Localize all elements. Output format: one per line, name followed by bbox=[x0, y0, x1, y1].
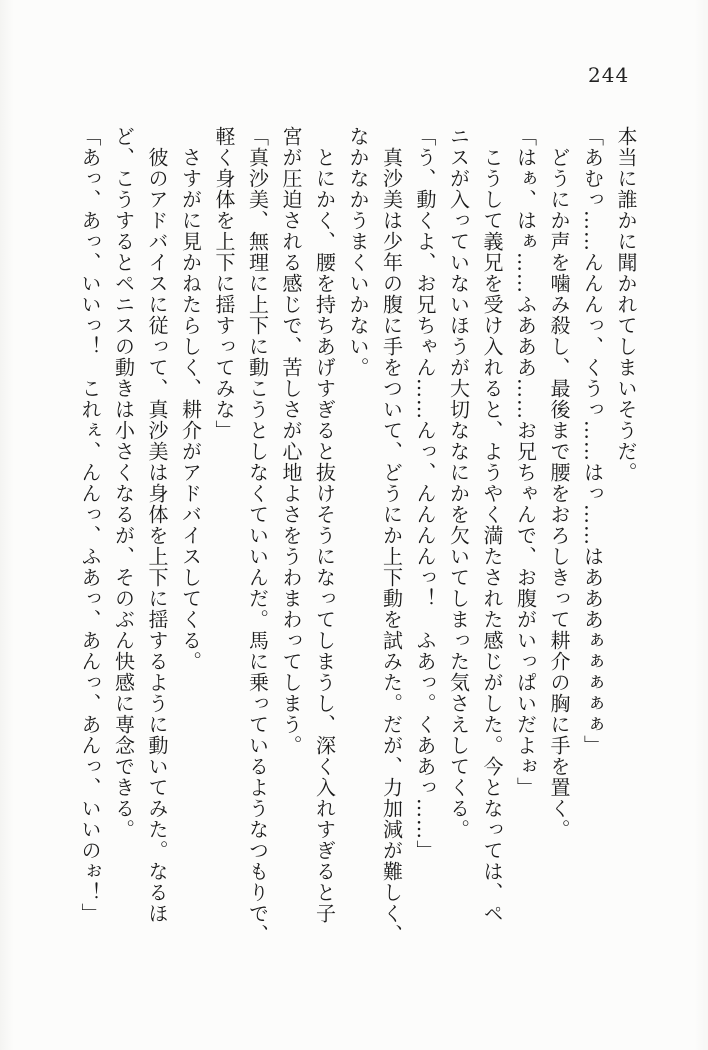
text-line: 宮が圧迫される感じで、苦しさが心地よさをうわまわってしまう。 bbox=[279, 126, 303, 756]
text-line: どうにか声を噛み殺し、最後まで腰をおろしきって耕介の胸に手を置く。 bbox=[547, 147, 571, 840]
text-line: さすがに見かねたらしく、耕介がアドバイスしてくる。 bbox=[178, 147, 203, 672]
text-line: とにかく、腰を持ちあげすぎると抜けそうになってしまうし、深く入れすぎると子 bbox=[312, 147, 337, 924]
page-number: 244 bbox=[588, 63, 630, 87]
text-line: 「真沙美、無理に上下に動こうとしなくていいんだ。馬に乗っているようなつもりで、 bbox=[245, 126, 270, 945]
text-line: 彼のアドバイスに従って、真沙美は身体を上下に揺するように動いてみた。なるほ bbox=[145, 147, 169, 924]
text-line: 「はぁ、はぁ……ふあああ……お兄ちゃんで、お腹がいっぱいだよぉ」 bbox=[513, 126, 538, 798]
text-line: 真沙美は少年の腹に手をついて、どうにか上下動を試みた。だが、力加減が難しく、 bbox=[379, 147, 404, 945]
text-line: こうして義兄を受け入れると、ようやく満たされた感じがした。今となっては、ペ bbox=[480, 147, 504, 924]
text-line: ど、こうするとペニスの動きは小さくなるが、そのぶん快感に専念できる。 bbox=[111, 126, 136, 840]
text-block bbox=[73, 126, 643, 978]
text-line: 本当に誰かに聞かれてしまいそうだ。 bbox=[614, 126, 638, 483]
text-line: 「う、動くよ、お兄ちゃん……んっ、んんんんっ！ ふあっ。くああっ……」 bbox=[413, 126, 437, 861]
text-line: ニスが入っていないほうが大切ななにかを欠いてしまった気さえしてくる。 bbox=[446, 126, 471, 840]
text-line: 「あっ、あっ、いいっ！ これぇ、んんっ、ふあっ、あんっ、あんっ、いいのぉ！」 bbox=[78, 126, 102, 924]
text-line: 軽く身体を上下に揺すってみな」 bbox=[212, 126, 236, 441]
text-line: なかなかうまくいかない。 bbox=[346, 126, 370, 378]
text-line: 「あむっ……んんんっ、くうっ……はっ……はあああぁぁぁぁぁ」 bbox=[580, 126, 605, 756]
